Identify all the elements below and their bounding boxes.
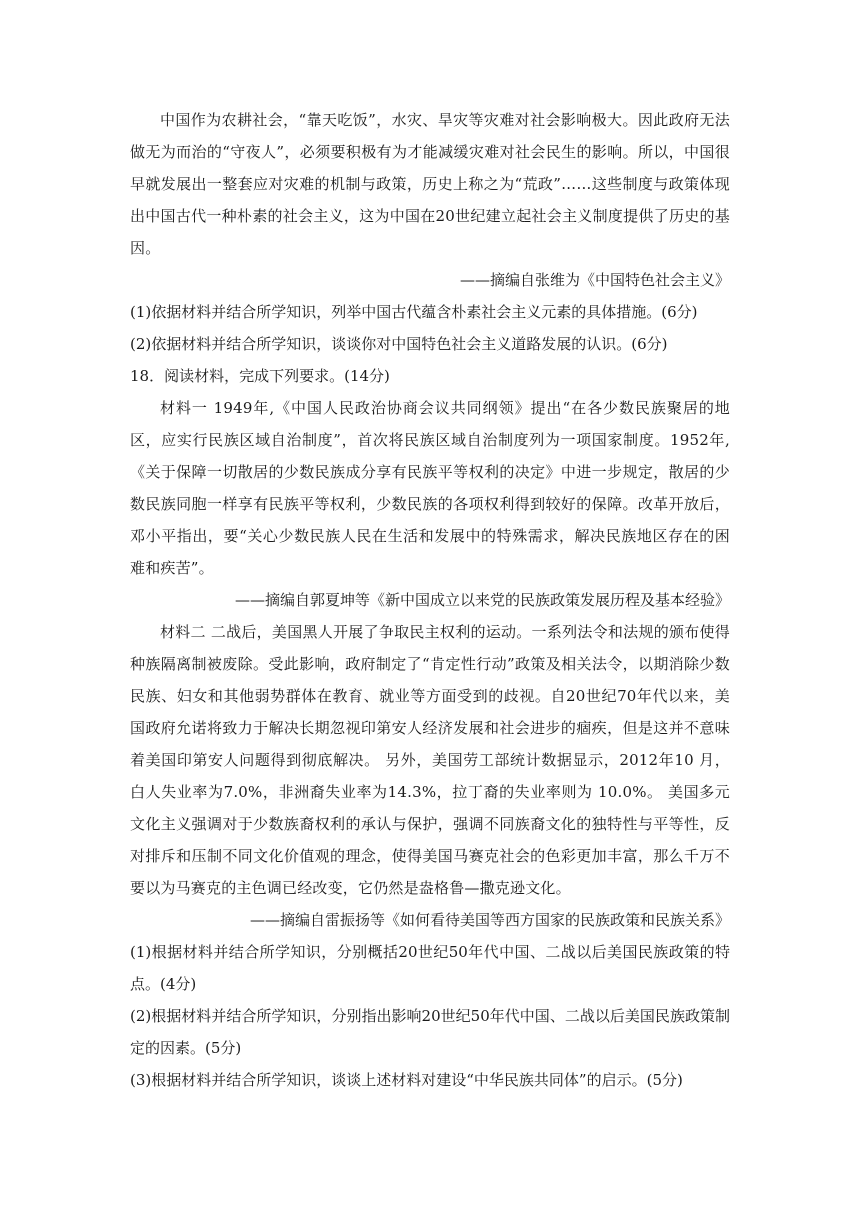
material2-source: ——摘编自雷振扬等《如何看待美国等西方国家的民族政策和民族关系》 — [249, 911, 730, 929]
q18-sub-1: (1)根据材料并结合所学知识，分别概括20世纪50年代中国、二战以后美国民族政策的特点。(4分) — [130, 943, 730, 993]
intro-passage: 中国作为农耕社会，“靠天吃饭”，水灾、旱灾等灾难对社会影响极大。因此政府无法做无为而治的“守夜人”，必须要积极有为才能减缓灾难对社会民生的影响。所以，中国很早就发展出一整套应对灾难的机制与政策，历史上称之为“荒政”……这些制度与政策体现出中国古代一种朴素的社会主义，这为中国在20世纪建立起社会主义制度提供了历史的基因。 — [130, 111, 730, 257]
material2-text: 材料二 二战后，美国黑人开展了争取民主权利的运动。一系列法令和法规的颁布使得种族隔离制被废除。受此影响，政府制定了“肯定性行动”政策及相关法令，以期消除少数民族、妇女和其他弱势群体在教育、就业等方面受到的歧视。自20世纪70年代以来，美国政府允诺将致力于解决长期忽视印第安人经济发展和社会进步的痼疾，但是这并不意味着美国印第安人问题得到彻底解决。 另外，美国劳工部统计数据显示，2012年10 月，白人失业率为7.0%，非洲裔失业率为14.3%，拉丁裔的失业率则为 10.0%。 美国多元文化主义强调对于少数族裔权利的承认与保护，强调不同族裔文化的独特性与平等性，反对排斥和压制不同文化价值观的理念，使得美国马赛克社会的色彩更加丰富，那么千万不要以为马赛克的主色调已经改变，它仍然是盎格鲁—撒克逊文化。 — [130, 623, 730, 897]
material1-text: 材料一 1949年,《中国人民政治协商会议共同纲领》提出“在各少数民族聚居的地区，应实行民族区域自治制度”，首次将民族区域自治制度列为一项国家制度。1952年,《关于保障一切散居的少数民族成分享有民族平等权利的决定》中进一步规定，散居的少数民族同胞一样享有民族平等权利，少数民族的各项权利得到较好的保障。改革开放后，邓小平指出，要“关心少数民族人民在生活和发展中的特殊需求，解决民族地区存在的困难和疾苦”。 — [130, 399, 730, 577]
q18-sub-3: (3)根据材料并结合所学知识，谈谈上述材料对建设“中华民族共同体”的启示。(5分) — [130, 1071, 683, 1089]
exam-page — [130, 104, 730, 1096]
q18-title: 18．阅读材料，完成下列要求。(14分) — [130, 367, 390, 385]
q17-sub-2: (2)依据材料并结合所学知识，谈谈你对中国特色社会主义道路发展的认识。(6分) — [130, 335, 668, 353]
q17-sub-1: (1)依据材料并结合所学知识，列举中国古代蕴含朴素社会主义元素的具体措施。(6分) — [130, 303, 698, 321]
intro-source: ——摘编自张维为《中国特色社会主义》 — [459, 271, 730, 289]
material1-source: ——摘编自郭夏坤等《新中国成立以来党的民族政策发展历程及基本经验》 — [234, 591, 730, 609]
q18-sub-2: (2)根据材料并结合所学知识，分别指出影响20世纪50年代中国、二战以后美国民族政策制定的因素。(5分) — [130, 1007, 730, 1057]
